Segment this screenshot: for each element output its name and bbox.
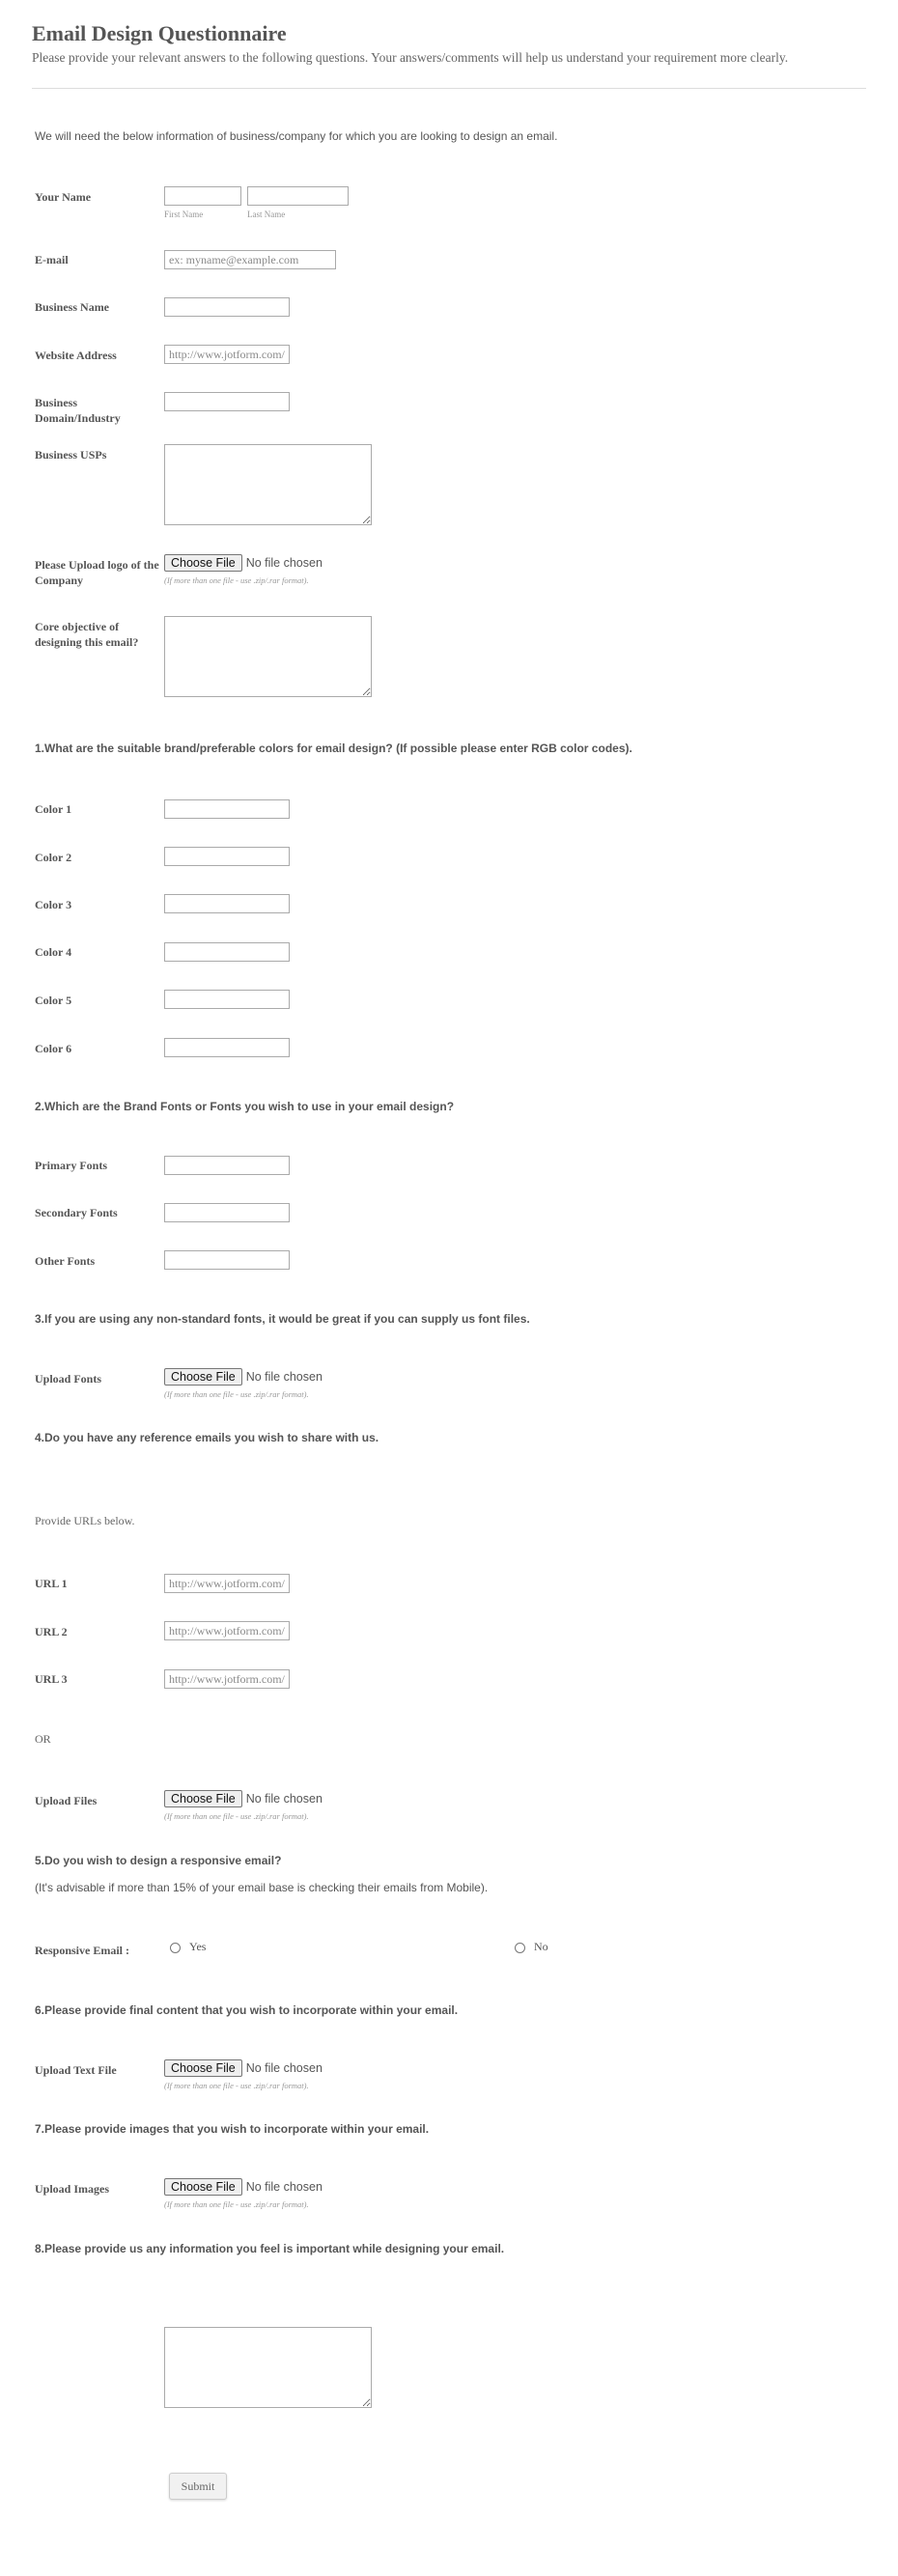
text-file-status: No file chosen [245, 2061, 323, 2075]
logo-file-status: No file chosen [245, 556, 323, 570]
color5-label: Color 5 [35, 994, 72, 1007]
usps-textarea[interactable] [164, 444, 372, 525]
color4-input[interactable] [164, 942, 290, 962]
secondary-fonts-input[interactable] [164, 1203, 290, 1222]
logo-choose-file-button[interactable]: Choose File [164, 554, 242, 572]
images-file-input[interactable] [164, 2178, 323, 2196]
usps-label: Business USPs [35, 448, 107, 462]
images-choose-file-button[interactable]: Choose File [164, 2178, 242, 2196]
reference-choose-file-button[interactable]: Choose File [164, 1790, 242, 1807]
responsive-no-radio[interactable] [515, 1943, 525, 1953]
email-input[interactable] [164, 250, 336, 269]
color6-label: Color 6 [35, 1042, 72, 1055]
text-file-input[interactable] [164, 2059, 323, 2077]
fonts-file-input[interactable] [164, 1368, 323, 1386]
section5-note: (It's advisable if more than 15% of your email base is checking their emails from Mobile). [35, 1881, 489, 1894]
url2-input[interactable] [164, 1621, 290, 1640]
images-file-hint: (If more than one file - use .zip/.rar format). [164, 2199, 309, 2209]
additional-info-textarea[interactable] [164, 2327, 372, 2408]
upload-files-label: Upload Files [35, 1794, 98, 1807]
color3-input[interactable] [164, 894, 290, 913]
section8-question: 8.Please provide us any information you feel is important while designing your email. [35, 2242, 505, 2255]
other-fonts-input[interactable] [164, 1250, 290, 1270]
fonts-choose-file-button[interactable]: Choose File [164, 1368, 242, 1386]
primary-fonts-label: Primary Fonts [35, 1159, 107, 1172]
or-text: OR [35, 1732, 51, 1746]
primary-fonts-input[interactable] [164, 1156, 290, 1175]
upload-text-file-label: Upload Text File [35, 2063, 117, 2077]
logo-file-input[interactable] [164, 554, 323, 572]
section5-question: 5.Do you wish to design a responsive email? [35, 1854, 282, 1867]
color2-label: Color 2 [35, 851, 72, 864]
last-name-sublabel: Last Name [247, 210, 286, 219]
responsive-email-label: Responsive Email : [35, 1944, 130, 1957]
reference-file-input[interactable] [164, 1790, 323, 1807]
color1-input[interactable] [164, 799, 290, 819]
responsive-yes-radio[interactable] [170, 1943, 181, 1953]
reference-file-hint: (If more than one file - use .zip/.rar format). [164, 1811, 309, 1821]
section7-question: 7.Please provide images that you wish to incorporate within your email. [35, 2122, 430, 2136]
business-name-input[interactable] [164, 297, 290, 317]
section2-question: 2.Which are the Brand Fonts or Fonts you wish to use in your email design? [35, 1100, 455, 1113]
color2-input[interactable] [164, 847, 290, 866]
reference-file-status: No file chosen [245, 1792, 323, 1806]
responsive-no-label[interactable]: No [534, 1940, 548, 1953]
section6-question: 6.Please provide final content that you wish to incorporate within your email. [35, 2003, 459, 2017]
section1-question: 1.What are the suitable brand/preferable colors for email design? (If possible please enter RGB color codes). [35, 742, 632, 755]
logo-upload-label: Please Upload logo of the Company [35, 558, 159, 587]
section4-question: 4.Do you have any reference emails you wish to share with us. [35, 1431, 379, 1444]
submit-button[interactable]: Submit [169, 2473, 227, 2500]
business-name-label: Business Name [35, 300, 110, 314]
color4-label: Color 4 [35, 945, 72, 959]
website-label: Website Address [35, 349, 117, 362]
first-name-input[interactable] [164, 186, 241, 206]
form-subtitle: Please provide your relevant answers to the following questions. Your answers/comments will help us understand your requirement more clearly. [32, 50, 789, 65]
url2-label: URL 2 [35, 1625, 68, 1638]
header-divider [32, 88, 866, 89]
images-file-status: No file chosen [245, 2180, 323, 2194]
color3-label: Color 3 [35, 898, 72, 911]
url1-label: URL 1 [35, 1577, 68, 1590]
upload-images-label: Upload Images [35, 2182, 110, 2196]
color1-label: Color 1 [35, 802, 72, 816]
last-name-input[interactable] [247, 186, 349, 206]
color5-input[interactable] [164, 990, 290, 1009]
industry-input[interactable] [164, 392, 290, 411]
fonts-file-hint: (If more than one file - use .zip/.rar format). [164, 1389, 309, 1399]
color6-input[interactable] [164, 1038, 290, 1057]
text-choose-file-button[interactable]: Choose File [164, 2059, 242, 2077]
url3-label: URL 3 [35, 1672, 68, 1686]
first-name-sublabel: First Name [164, 210, 204, 219]
website-input[interactable] [164, 345, 290, 364]
section3-question: 3.If you are using any non-standard fonts, it would be great if you can supply us font files. [35, 1312, 530, 1326]
text-file-hint: (If more than one file - use .zip/.rar format). [164, 2081, 309, 2090]
responsive-yes-label[interactable]: Yes [189, 1940, 207, 1953]
fonts-file-status: No file chosen [245, 1370, 323, 1384]
upload-fonts-label: Upload Fonts [35, 1372, 102, 1386]
form-title: Email Design Questionnaire [32, 21, 287, 45]
provide-urls-text: Provide URLs below. [35, 1514, 135, 1527]
secondary-fonts-label: Secondary Fonts [35, 1206, 118, 1219]
core-objective-textarea[interactable] [164, 616, 372, 697]
email-label: E-mail [35, 253, 69, 266]
url1-input[interactable] [164, 1574, 290, 1593]
core-objective-label: Core objective of designing this email? [35, 620, 139, 649]
intro-text: We will need the below information of business/company for which you are looking to design an email. [35, 129, 558, 143]
your-name-label: Your Name [35, 190, 92, 204]
logo-file-hint: (If more than one file - use .zip/.rar format). [164, 575, 309, 585]
other-fonts-label: Other Fonts [35, 1254, 96, 1268]
industry-label: Business Domain/Industry [35, 396, 121, 425]
form-header [32, 21, 862, 66]
url3-input[interactable] [164, 1669, 290, 1689]
